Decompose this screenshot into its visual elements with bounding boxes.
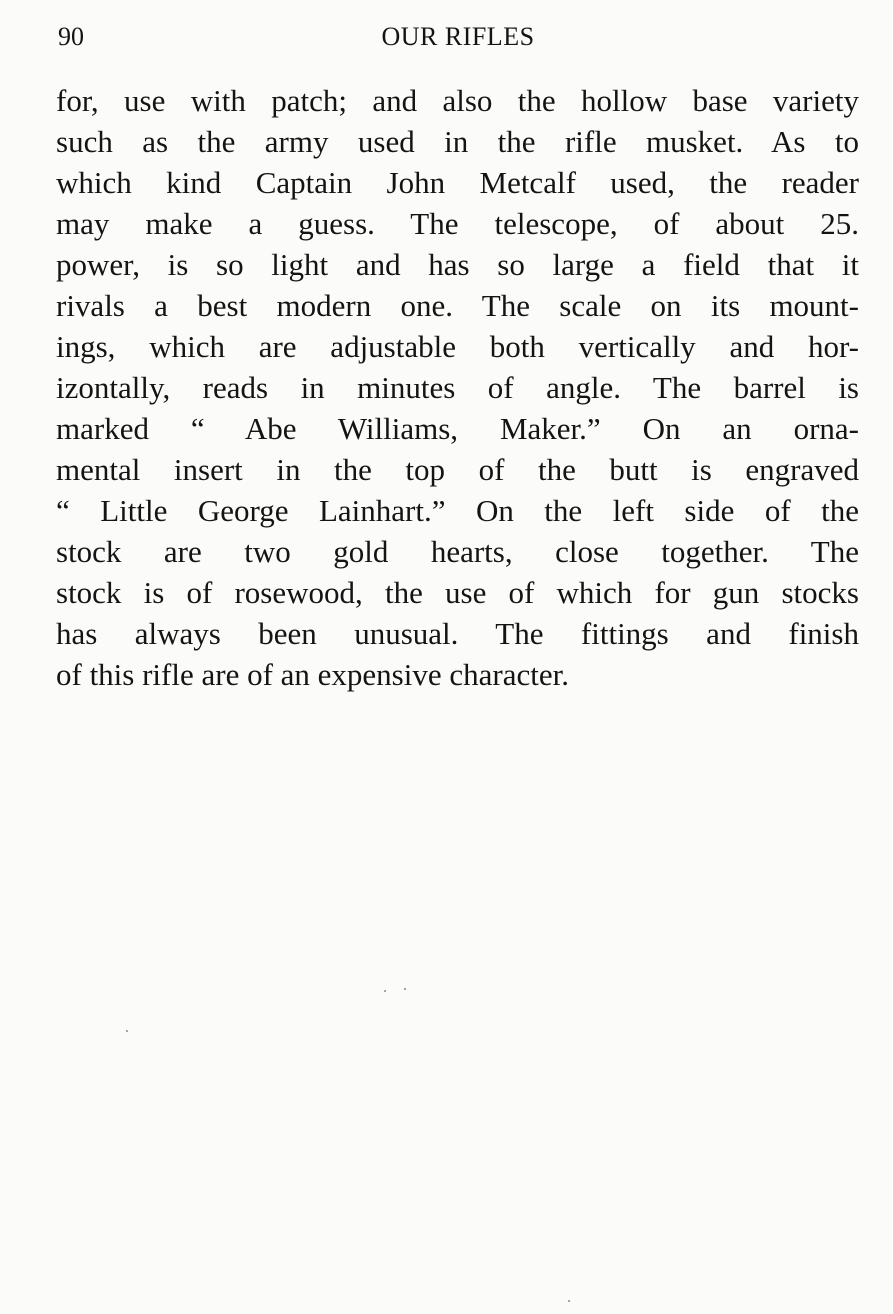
text-line: which kind Captain John Metcalf used, the reader <box>56 165 859 200</box>
text-line: stock is of rosewood, the use of which for gun stocks <box>56 575 859 610</box>
paper-speck <box>126 1030 128 1032</box>
text-line: marked “ Abe Williams, Maker.” On an orna- <box>56 411 859 446</box>
text-line: rivals a best modern one. The scale on its mount- <box>56 288 859 323</box>
paper-speck <box>404 988 406 990</box>
paper-speck <box>568 1300 570 1302</box>
body-paragraph <box>56 80 859 695</box>
text-line: ings, which are adjustable both vertically and hor- <box>56 329 859 364</box>
running-head <box>58 20 858 56</box>
text-line: “ Little George Lainhart.” On the left side of the <box>56 493 859 528</box>
text-line: may make a guess. The telescope, of about 25. <box>56 206 859 241</box>
book-title: OUR RIFLES <box>381 22 535 51</box>
text-line: power, is so light and has so large a field that it <box>56 247 859 282</box>
text-line: for, use with patch; and also the hollow base variety <box>56 83 859 118</box>
text-line: mental insert in the top of the butt is engraved <box>56 452 859 487</box>
text-line: has always been unusual. The fittings and finish <box>56 616 859 651</box>
text-line: such as the army used in the rifle musket. As to <box>56 124 859 159</box>
text-line: stock are two gold hearts, close together. The <box>56 534 859 569</box>
page-number: 90 <box>58 22 84 51</box>
paper-speck <box>384 990 386 992</box>
text-line-last: of this rifle are of an expensive character. <box>56 657 569 692</box>
text-line: izontally, reads in minutes of angle. The barrel is <box>56 370 859 405</box>
